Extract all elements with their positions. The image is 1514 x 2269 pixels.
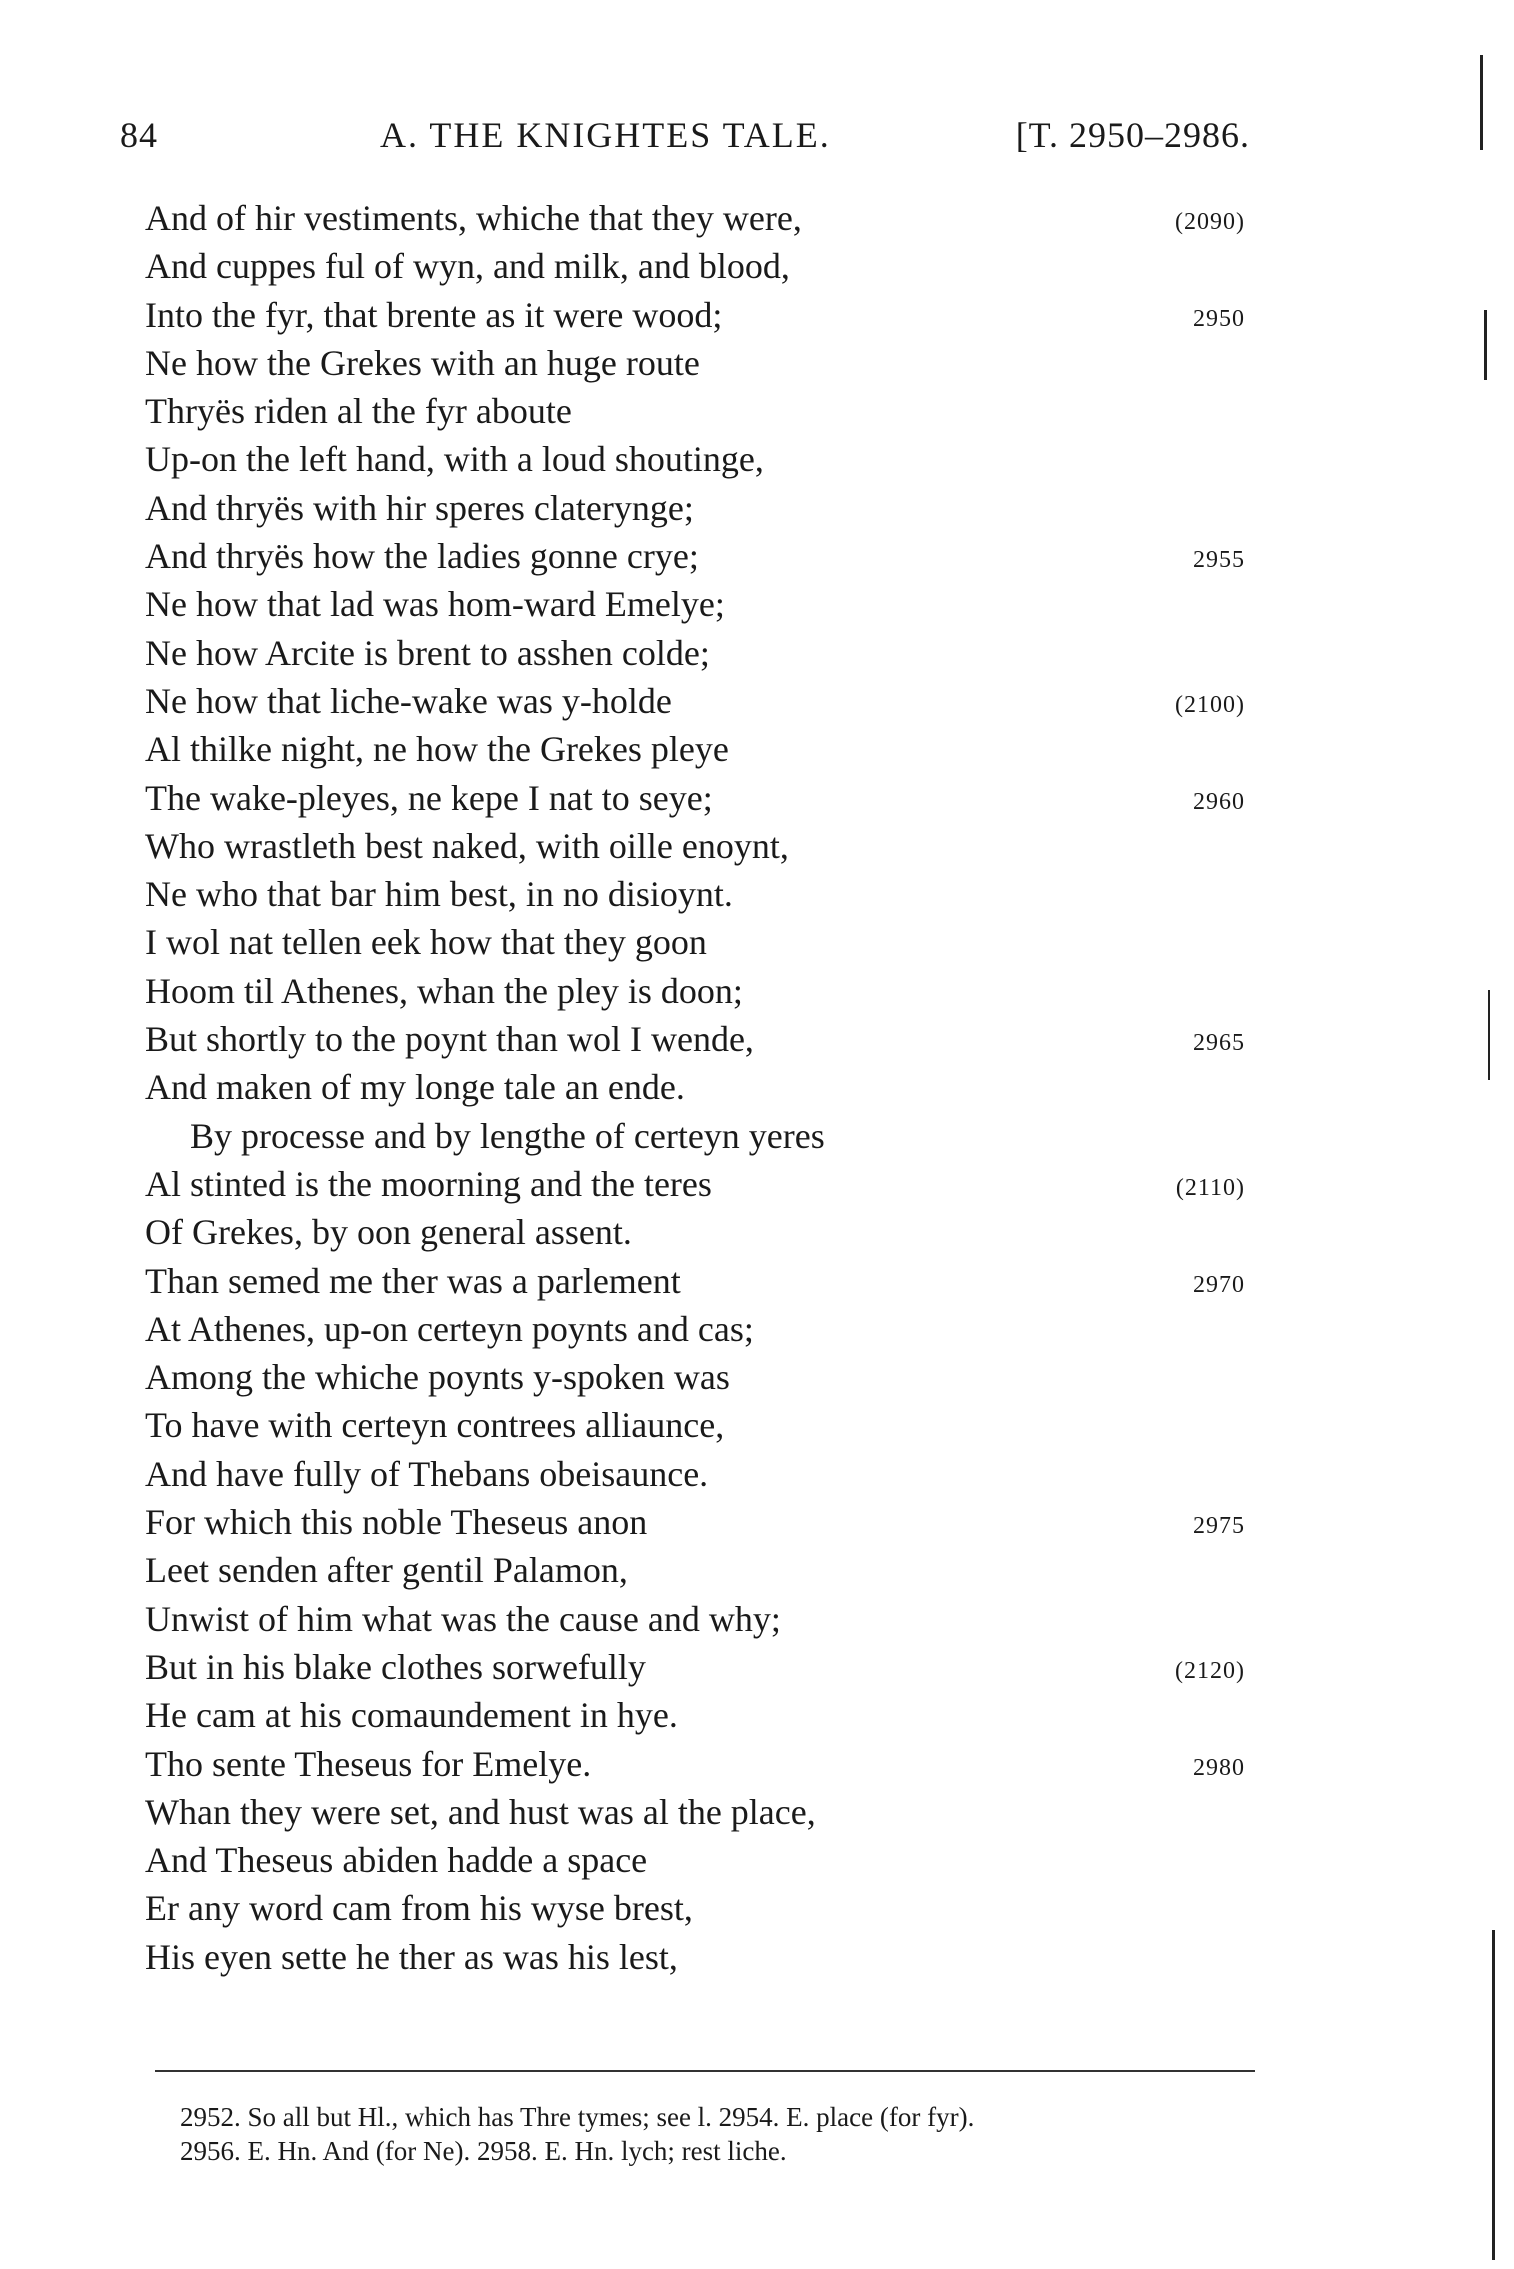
verse-text: Ne how that liche-wake was y-holde <box>145 680 672 721</box>
verse-line <box>145 1691 1245 1739</box>
verse-line <box>145 194 1245 242</box>
verse-text: Ne who that bar him best, in no disioynt. <box>145 874 733 915</box>
verse-text: Into the fyr, that brente as it were wood; <box>145 294 723 335</box>
line-number: 2980 <box>1193 1754 1245 1781</box>
line-number: 2975 <box>1193 1513 1245 1540</box>
verse-text: Unwist of him what was the cause and why; <box>145 1598 781 1639</box>
verse-line <box>145 1884 1245 1932</box>
verse-line <box>145 484 1245 532</box>
verse-line <box>145 677 1245 725</box>
verse-text: And maken of my longe tale an ende. <box>145 1067 685 1108</box>
verse-block <box>145 194 1245 1981</box>
verse-line <box>145 725 1245 773</box>
verse-line <box>145 1257 1245 1305</box>
verse-line <box>145 1015 1245 1063</box>
verse-line <box>145 339 1245 387</box>
page-number: 84 <box>120 115 158 155</box>
page-edge-mark <box>1480 55 1483 150</box>
verse-line <box>145 1498 1245 1546</box>
verse-text: Al stinted is the moorning and the teres <box>145 1163 712 1204</box>
line-number: (2100) <box>1175 691 1245 718</box>
page-edge-mark <box>1484 310 1487 380</box>
verse-line <box>145 532 1245 580</box>
verse-line <box>145 1112 1245 1160</box>
verse-text: But shortly to the poynt than wol I wende, <box>145 1019 754 1060</box>
verse-line <box>145 1836 1245 1884</box>
verse-line <box>145 629 1245 677</box>
verse-line <box>145 1401 1245 1449</box>
verse-line <box>145 387 1245 435</box>
verse-text: Al thilke night, ne how the Grekes pleye <box>145 729 729 770</box>
verse-text: Hoom til Athenes, whan the pley is doon; <box>145 970 743 1011</box>
verse-text: His eyen sette he ther as was his lest, <box>145 1936 678 1977</box>
line-number: (2110) <box>1175 1174 1245 1201</box>
verse-line <box>145 774 1245 822</box>
verse-text: Er any word cam from his wyse brest, <box>145 1888 693 1929</box>
verse-text: He cam at his comaundement in hye. <box>145 1695 678 1736</box>
running-header <box>120 108 1250 164</box>
running-title: A. THE KNIGHTES TALE. <box>380 115 831 155</box>
verse-text: And thryës how the ladies gonne crye; <box>145 536 699 577</box>
verse-line <box>145 1450 1245 1498</box>
verse-text: And thryës with hir speres claterynge; <box>145 487 694 528</box>
page-edge-mark <box>1488 990 1490 1080</box>
line-number: (2090) <box>1175 209 1245 235</box>
verse-line <box>145 1740 1245 1788</box>
verse-text: Tho sente Theseus for Emelye. <box>145 1743 592 1784</box>
line-number: 2955 <box>1193 547 1245 574</box>
verse-text: Than semed me ther was a parlement <box>145 1260 681 1301</box>
verse-line <box>145 1208 1245 1256</box>
line-number: 2960 <box>1193 788 1245 815</box>
line-number: 2950 <box>1193 305 1245 332</box>
verse-text: And cuppes ful of wyn, and milk, and blood, <box>145 246 790 287</box>
verse-line <box>145 1160 1245 1208</box>
verse-line <box>145 1788 1245 1836</box>
footnotes <box>180 2100 1260 2168</box>
verse-line <box>145 1933 1245 1981</box>
verse-text: But in his blake clothes sorwefully <box>145 1646 646 1687</box>
verse-text: And Theseus abiden hadde a space <box>145 1840 648 1881</box>
verse-line <box>145 580 1245 628</box>
verse-text: Among the whiche poynts y-spoken was <box>145 1357 730 1398</box>
verse-text: Who wrastleth best naked, with oille enoynt, <box>145 825 789 866</box>
line-number: 2965 <box>1193 1030 1245 1057</box>
line-number: 2970 <box>1193 1271 1245 1298</box>
page-edge-mark <box>1492 1930 1495 2260</box>
verse-text: Ne how that lad was hom-ward Emelye; <box>145 584 725 625</box>
verse-text: Leet senden after gentil Palamon, <box>145 1550 628 1591</box>
verse-line <box>145 870 1245 918</box>
verse-text: Whan they were set, and hust was al the place, <box>145 1791 816 1832</box>
verse-text: And have fully of Thebans obeisaunce. <box>145 1453 709 1494</box>
verse-line <box>145 1353 1245 1401</box>
verse-text: Ne how the Grekes with an huge route <box>145 342 700 383</box>
footnote-rule <box>155 2070 1255 2072</box>
verse-line <box>145 822 1245 870</box>
verse-text: The wake-pleyes, ne kepe I nat to seye; <box>145 777 713 818</box>
verse-line <box>145 967 1245 1015</box>
line-number: (2120) <box>1175 1657 1245 1684</box>
verse-line <box>145 1305 1245 1353</box>
verse-text: Of Grekes, by oon general assent. <box>145 1212 632 1253</box>
verse-text: For which this noble Theseus anon <box>145 1502 648 1543</box>
verse-text: At Athenes, up-on certeyn poynts and cas; <box>145 1308 754 1349</box>
verse-line <box>145 918 1245 966</box>
verse-line <box>145 291 1245 339</box>
verse-line <box>145 1595 1245 1643</box>
verse-text: Thryës riden al the fyr aboute <box>145 391 572 432</box>
verse-text: I wol nat tellen eek how that they goon <box>145 922 707 963</box>
verse-line <box>145 1546 1245 1594</box>
line-range: [T. 2950–2986. <box>1015 115 1250 155</box>
footnote-line: 2956. E. Hn. And (for Ne). 2958. E. Hn. lych; rest liche. <box>180 2136 787 2166</box>
verse-text: Ne how Arcite is brent to asshen colde; <box>145 632 710 673</box>
verse-text: By processe and by lengthe of certeyn yeres <box>190 1115 825 1156</box>
verse-text: And of hir vestiments, whiche that they were, <box>145 198 802 238</box>
verse-line <box>145 1643 1245 1691</box>
verse-line <box>145 435 1245 483</box>
verse-text: Up-on the left hand, with a loud shoutinge, <box>145 439 764 480</box>
verse-line <box>145 1063 1245 1111</box>
footnote-line: 2952. So all but Hl., which has Thre tymes; see l. 2954. E. place (for fyr). <box>180 2102 975 2132</box>
verse-text: To have with certeyn contrees alliaunce, <box>145 1405 725 1446</box>
verse-line <box>145 242 1245 290</box>
